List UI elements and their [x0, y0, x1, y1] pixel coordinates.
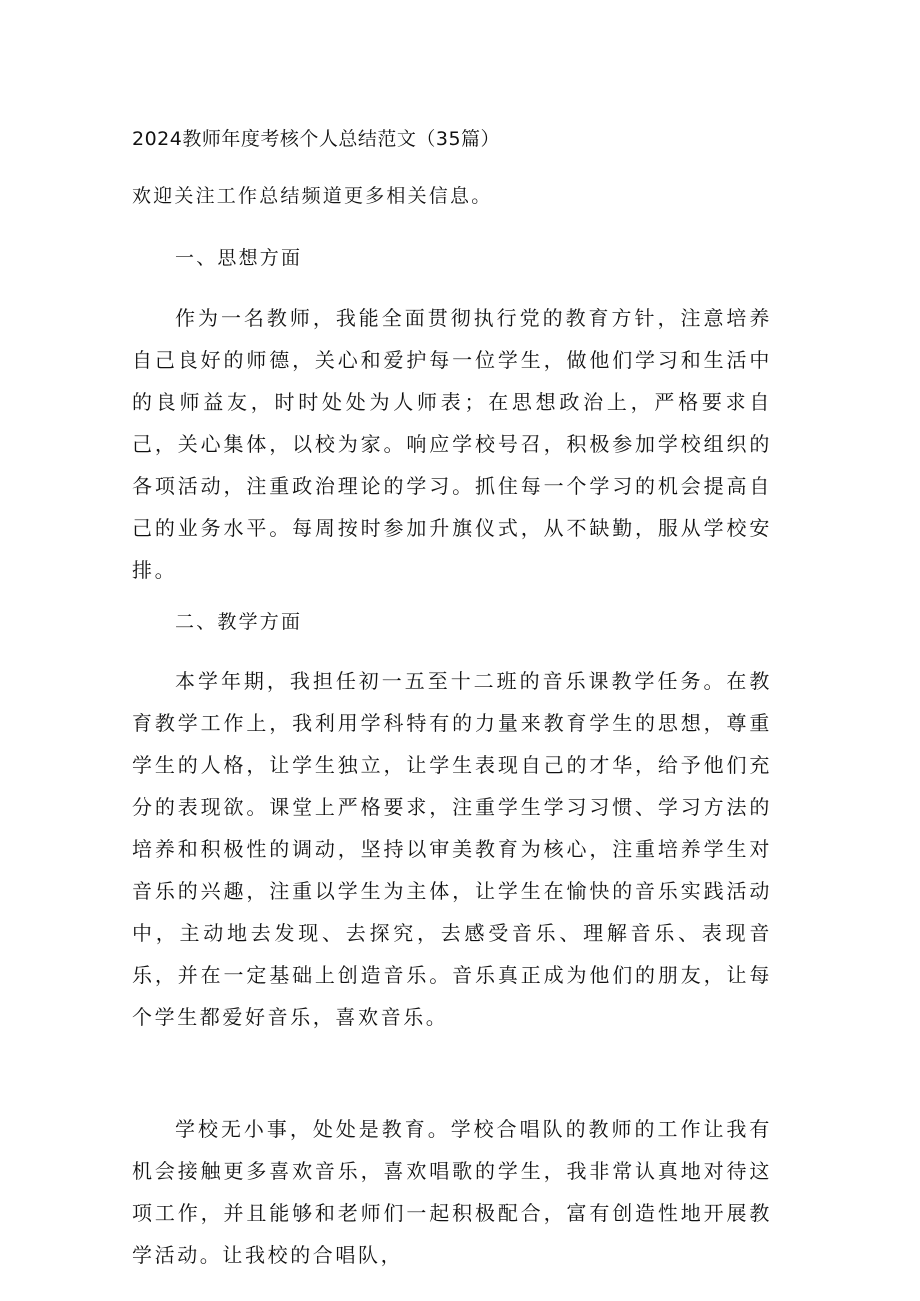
intro-text: 欢迎关注工作总结频道更多相关信息。	[132, 185, 493, 207]
section-heading-thought: 一、思想方面	[175, 247, 303, 269]
paragraph-choir: 学校无小事，处处是教育。学校合唱队的教师的工作让我有机会接触更多喜欢音乐，喜欢唱歌的学生，我非常认真地对待这项工作，并且能够和老师们一起积极配合，富有创造性地开展教学活动。让我校的合唱队，	[132, 1117, 772, 1267]
paragraph-teaching: 本学年期，我担任初一五至十二班的音乐课教学任务。在教育教学工作上，我利用学科特有的力量来教育学生的思想，尊重学生的人格，让学生独立，让学生表现自己的才华，给予他们充分的表现欲。课堂上严格要求，注重学生学习习惯、学习方法的培养和积极性的调动，坚持以审美教育为核心，注重培养学生对音乐的兴趣，注重以学生为主体，让学生在愉快的音乐实践活动中，主动地去发现、去探究，去感受音乐、理解音乐、表现音乐，并在一定基础上创造音乐。音乐真正成为他们的朋友，让每个学生都爱好音乐，喜欢音乐。	[132, 669, 772, 1029]
section-heading-teaching: 二、教学方面	[175, 611, 303, 633]
document-title: 2024教师年度考核个人总结范文（35篇）	[132, 128, 501, 150]
paragraph-thought: 作为一名教师，我能全面贯彻执行党的教育方针，注意培养自己良好的师德，关心和爱护每一位学生，做他们学习和生活中的良师益友，时时处处为人师表；在思想政治上，严格要求自己，关心集体，以校为家。响应学校号召，积极参加学校组织的各项活动，注重政治理论的学习。抓住每一个学习的机会提高自己的业务水平。每周按时参加升旗仪式，从不缺勤，服从学校安排。	[132, 306, 772, 582]
